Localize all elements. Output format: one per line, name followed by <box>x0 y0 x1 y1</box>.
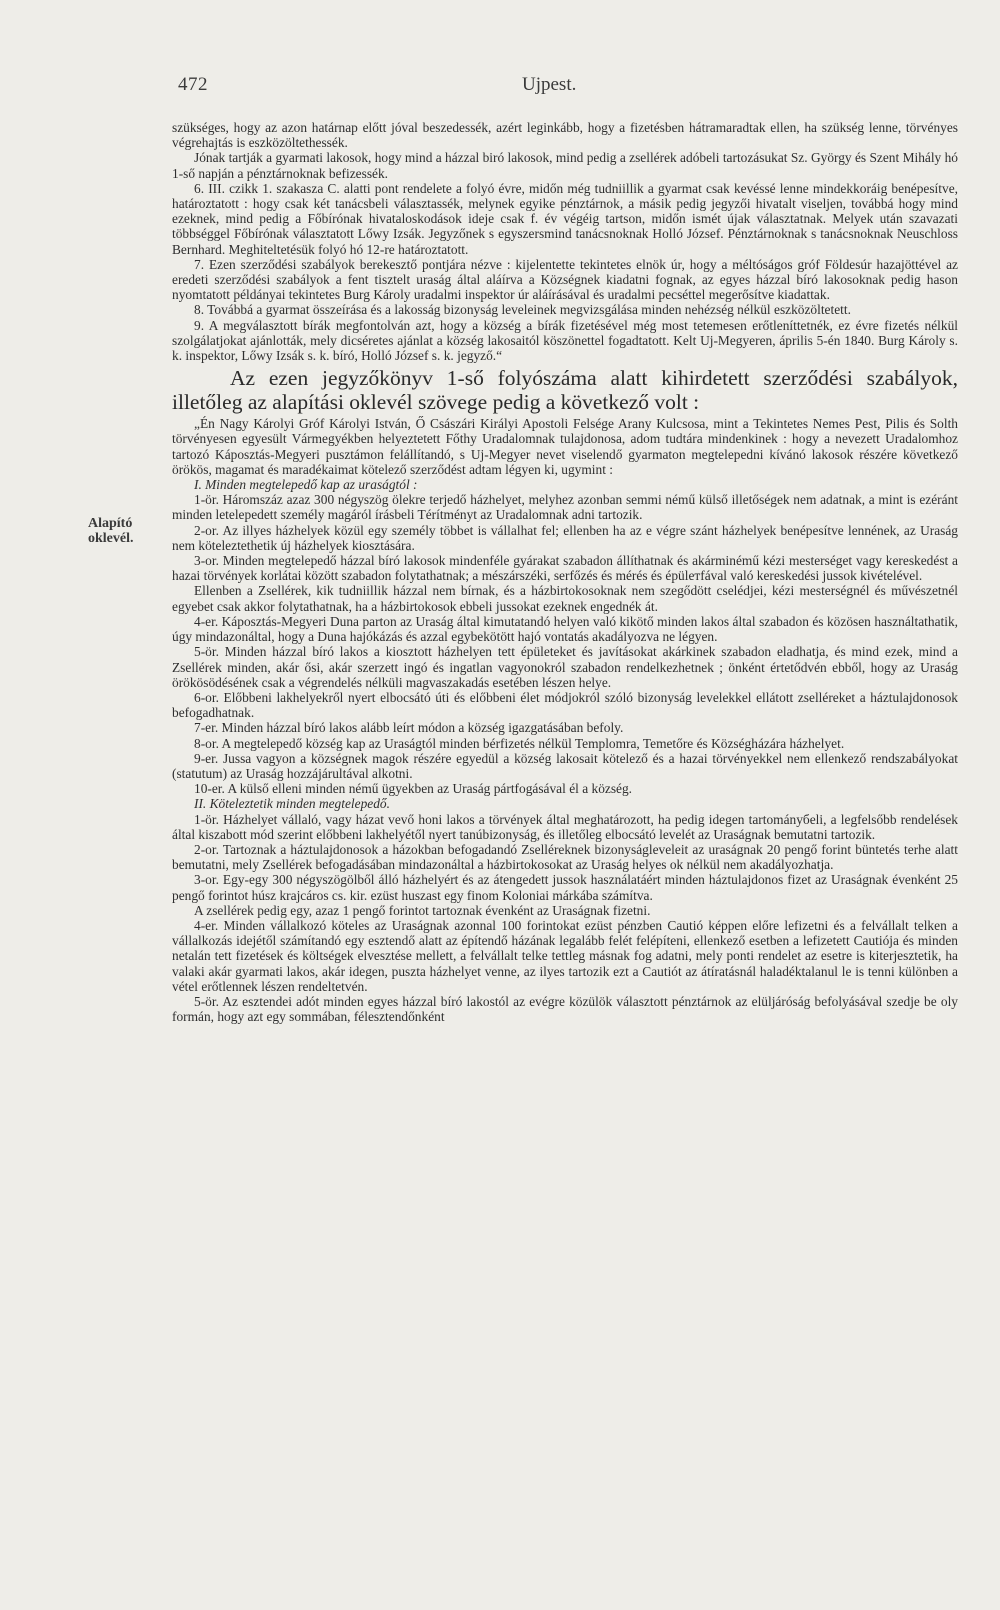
running-title: Ujpest. <box>522 74 577 95</box>
page-number: 472 <box>178 74 208 95</box>
charter-paragraph: 4-er. Minden vállalkozó köteles az Uraságnak azonnal 100 forintokat ezüst pénzben Cautió képpen előre lefizetni és a felvállalt telken a vállalkozás idejétől számítandó egy esztendő alatt az építendő házának legalább felét felépíteni, ellenkező esetben a lefizetett Cautiója és minden netalán tett fizetések és költségek elvesztése mellett, a felvállalt telke tettleg másnak fog adatni, mely ponti rendelet az esetre is kiterjesztetik, ha valaki akár gyarmati lakos, akár idegen, puszta házhelyet venne, az ilyes tartozik ezt a Cautiót az átíratásnál haladéktalanul le is tenni különben a vétel erőtlennek lészen rendeltetvén. <box>172 917 958 994</box>
paragraph: szükséges, hogy az azon határnap előtt jóval beszedessék, azért leginkább, hogy a fizetésben hátramaradtak ellen, ha szükség lenne, törvényes végrehajtás is eszközöltethessék. <box>172 120 958 151</box>
charter-paragraph: 10-er. A külső elleni minden némű ügyekben az Uraság pártfogásával él a község. <box>194 781 633 797</box>
charter-subheading: I. Minden megtelepedő kap az uraságtól : <box>194 477 418 493</box>
margin-note-line: Alapító <box>88 516 133 531</box>
margin-note <box>88 516 134 546</box>
charter-paragraph: 7-er. Minden házzal bíró lakos alább leírt módon a község igazgatásában befoly. <box>194 720 624 736</box>
charter-paragraph: 3-or. Egy-egy 300 négyszögölből álló házhelyért és az átengedett jussok használatáért minden háztulajdonos fizet az Uraságnak évenként 25 pengő forintot húsz krajcáros cs. kir. ezüst huszast egy finom Koloniai márkába számítva. <box>172 872 958 903</box>
paragraph: 8. Továbbá a gyarmat összeírása és a lakosság bizonyság leveleinek megvizsgálása minden nehézség nélkül eszközöltetett. <box>194 302 851 318</box>
charter-paragraph: 4-er. Káposztás-Megyeri Duna parton az Uraság által kimutatandó helyen való kikötő minden lakos által szabadon és közösen használtathatik, úgy mindazonáltal, hogy a Duna hajókázás és azzal egybekötött hajó vontatás akadályozva ne légyen. <box>172 613 958 645</box>
charter-paragraph: 3-or. Minden megtelepedő házzal bíró lakosok mindenféle gyárakat szabadon állíthatnak és akárminémű kézi mesterséget vagy kereskedést a hazai törvények korlátai között szabadon folytathatnak; a mészárszéki, serfőzés és mérés és épülетfával való kereskedési jussok kivételével. <box>172 553 958 584</box>
charter-paragraph: „Én Nagy Károlyi Gróf Károlyi István, Ő Császári Királyi Apostoli Felsége Arany Kulcsosa, mint a Tekintetes Nemes Pest, Pilis és Solth törvényesen egyesült Vármegyékben helyeztetett Főthy Uradalomnak tulajdonosa, adom tudtára mindenkinek : hogy a nevezett Uradalomhoz tartozó Káposztás-Megyeri pusztámon felállítandó, s Uj-Megyer nevet viselendő gyarmaton megtelepedni kívánó lakosok részére következő örökös, magamat és maradékaimat kötelező szerződést adtam légyen ki, ugymint : <box>172 416 958 477</box>
charter-paragraph: 2-or. Tartoznak a háztulajdonosok a házokban befogadandó Zselléreknek bizonyságleveleit az uraságnak 20 pengő forint büntetés terhe alatt bemutatni, mely Zsellérek befogadásában mindazonáltal a házbirtokosokat az Uraság helyes ok nélkül nem akadályozhatja. <box>172 841 958 873</box>
paragraph: 6. III. czikk 1. szakasza C. alatti pont rendelete a folyó évre, midőn még tudniillik a gyarmat csak kevéssé lenne mindekkoráig benépesítve, határoztatott : hogy csak két tanácsbeli választassék, melynek egyike pénztárnok, a másik pedig jegyzői hivatalt viseljen, továbbá hogy mind ezeknek, mind pedig a Főbírónak hivataloskodások ideje csak f. év végéig tartson, midőn ismét újak választatnak. Melyek után szavazati többséggel Főbírónak választatott Lőwy Izsák. Jegyzőnek s egyszersmind tanácsnoknak Holló József. Pénztárnoknak s tanácsnoknak Neuschloss Bernhard. Meghiteltetésük folyó hó 12-re határoztatott. <box>172 180 958 257</box>
charter-paragraph: A zsellérek pedig egy, azaz 1 pengő forintot tartoznak évenként az Uraságnak fizetni. <box>194 902 651 918</box>
section-heading: Az ezen jegyzőkönyv 1-ső folyószáma alatt kihirdetett szerződési szabályok, illetőleg az alapítási oklevél szövege pedig a következő volt : <box>172 366 958 415</box>
paragraph: 7. Ezen szerződési szabályok berekesztő pontjára nézve : kijelentette tekintetes elnök úr, hogy a méltóságos gróf Földesúr hazajöttével az eredeti szerződési szabályok a fent tisztelt uraság által aláírva a Községnek kiadatni fognak, az egyes házzal bíró lakosoknak pedig hason nyomtatott példányai tekintetes Burg Károly uradalmi inspektor úr aláírásával és uradalmi pecséttel megerősítve kiadattak. <box>172 256 958 303</box>
margin-note-line: oklevél. <box>88 531 134 546</box>
charter-paragraph: 5-ör. Az esztendei adót minden egyes házzal bíró lakostól az evégre közülök választott pénztárnok az elüljáróság befolyásával szedje be oly formán, hogy azt egy sommában, félesztendőnként <box>172 993 958 1025</box>
charter-paragraph: 1-ör. Házhelyet vállaló, vagy házat vevő honi lakos a törvények által meghatározott, ha pedig idegen tartományбeli, a legfelsőbb rendelések által kiszabott mód szerint előbbeni lakhelyétől nyert tanúbizonyság, és illetőleg elbocsátó levelét az Uraságnak bemutatni tartozik. <box>172 811 958 842</box>
charter-paragraph: Ellenben a Zsellérek, kik tudniillik házzal nem bírnak, és a házbirtokosoknak nem szegődött cselédjei, kézi mesterségnél és művészetnél egyebet csak akkor folytathatnak, ha a házbirtokosok ebbeli jussokat ezeknek engednék át. <box>172 583 958 614</box>
charter-paragraph: 9-er. Jussa vagyon a községnek magok részére egyedül a község lakosait kötelező és a hazai törvényekkel nem ellenkező rendszabályokat (statutum) az Uraság hozzájárultával alkotni. <box>172 750 958 781</box>
charter-paragraph: 5-ör. Minden házzal bíró lakos a kiosztott házhelyen tett épületeket és javításokat akárkinek szabadon eladhatja, és mind ezek, mind a Zsellérek minden, akár ősi, akár szerzett ingó és ingatlan vagyonokról szabadon rendelkezhetnek ; önként értetődvén ebből, hogy az Uraság örökösödésének csak a végrendelés nélküli magvaszakadás esetében lészen helye. <box>172 644 958 690</box>
body-text <box>172 120 958 1024</box>
charter-paragraph: 2-or. Az illyes házhelyek közül egy személy többet is vállalhat fel; ellenben ha az e végre szánt házhelyek benépesítve lennének, az Uraság nem köteleztethetik új házhelyek kiosztására. <box>172 522 958 553</box>
charter-paragraph: 6-or. Előbbeni lakhelyekről nyert elbocsátó úti és előbbeni élet módjokról szóló bizonyság levelekkel ellátott zselléreket a háztulajdonosok befogadhatnak. <box>172 689 958 721</box>
paragraph: 9. A megválasztott bírák megfontolván azt, hogy a község a bírák fizetésével még most tetemesen erőtleníttetnék, ez évre fizetés nélkül szolgálatjokat ajánlották, mely dicséretes ajánlat a község lakosaitól köszönettel fogadtatott. Kelt Uj-Megyeren, április 5-én 1840. Burg Károly s. k. inspektor, Lőwy Izsák s. k. bíró, Holló József s. k. jegyző.“ <box>172 317 958 364</box>
charter-subheading: II. Köteleztetik minden megtelepedő. <box>194 796 390 812</box>
charter-paragraph: 8-or. A megtelepedő község kap az Uraságtól minden bérfizetés nélkül Templomra, Temetőre és Községházára házhelyet. <box>194 735 845 751</box>
paragraph: Jónak tartják a gyarmati lakosok, hogy mind a házzal biró lakosok, mind pedig a zsellérek adóbeli tartozásukat Sz. György és Szent Mihály hó 1-ső napján a pénztárnoknak befizessék. <box>172 150 958 181</box>
charter-paragraph: 1-ör. Háromszáz azaz 300 négyszög ölekre terjedő házhelyet, melyhez azonban semmi némű külső illetőségek nem adatnak, a mint is ezéránt minden letelepedett személy magáról írásbeli Térítményt az Uradalomnak adni tartozik. <box>172 492 958 523</box>
